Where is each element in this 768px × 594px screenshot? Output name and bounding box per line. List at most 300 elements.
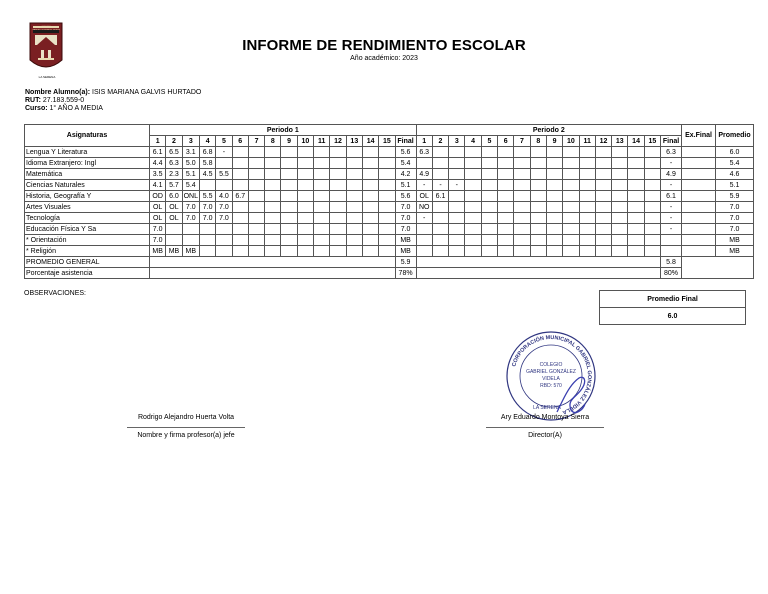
grade-column-header: 8 xyxy=(530,136,546,147)
student-course-line xyxy=(25,105,103,113)
final-average-box xyxy=(599,290,746,325)
exfinal-cell xyxy=(682,180,716,191)
table-row xyxy=(25,213,754,224)
grade-cell xyxy=(595,158,611,169)
grade-cell: 3.5 xyxy=(150,169,166,180)
grade-cell: 2.3 xyxy=(166,169,182,180)
school-stamp xyxy=(505,330,597,422)
grade-cell xyxy=(416,235,432,246)
grade-cell: 5.4 xyxy=(182,180,199,191)
grade-cell xyxy=(546,224,562,235)
table-row xyxy=(25,246,754,257)
grade-cell: 5.8 xyxy=(200,158,216,169)
grade-cell xyxy=(248,213,264,224)
grade-column-header: 6 xyxy=(232,136,248,147)
grade-cell: OL xyxy=(150,202,166,213)
grade-cell xyxy=(330,246,346,257)
grade-cell xyxy=(563,246,579,257)
grade-cell: OL xyxy=(150,213,166,224)
period1-final: 5.6 xyxy=(395,191,416,202)
grade-cell xyxy=(449,169,465,180)
grade-cell xyxy=(498,246,514,257)
grade-cell xyxy=(612,224,628,235)
grade-cell xyxy=(232,147,248,158)
grade-cell xyxy=(232,158,248,169)
grade-cell: 5.0 xyxy=(182,158,199,169)
grade-cell xyxy=(514,169,530,180)
grade-cell xyxy=(379,224,395,235)
period1-header: Periodo 1 xyxy=(150,125,417,136)
grade-cell: 6.7 xyxy=(232,191,248,202)
grade-column-header: 14 xyxy=(628,136,644,147)
exfinal-cell xyxy=(682,158,716,169)
grade-cell xyxy=(432,147,448,158)
grade-cell xyxy=(248,180,264,191)
average-cell: 5.4 xyxy=(716,158,754,169)
grade-cell xyxy=(432,158,448,169)
grade-cell xyxy=(563,202,579,213)
grade-cell xyxy=(297,158,313,169)
period1-final: 5.6 xyxy=(395,147,416,158)
grade-cell xyxy=(546,246,562,257)
grade-cell xyxy=(362,169,378,180)
grade-cell: 6.1 xyxy=(150,147,166,158)
grade-cell xyxy=(612,213,628,224)
grade-cell: OL xyxy=(166,213,182,224)
grade-cell xyxy=(330,235,346,246)
grade-cell: 6.1 xyxy=(432,191,448,202)
student-course-label: Curso: xyxy=(25,105,48,112)
grade-cell xyxy=(498,191,514,202)
student-rut: 27.183.559-0 xyxy=(42,97,85,104)
grade-cell xyxy=(481,202,497,213)
teacher-signature-line xyxy=(127,427,245,428)
grade-cell xyxy=(362,180,378,191)
grade-cell xyxy=(498,147,514,158)
grade-cell xyxy=(628,213,644,224)
grade-cell xyxy=(595,147,611,158)
grade-cell xyxy=(644,169,660,180)
grade-cell: 4.4 xyxy=(150,158,166,169)
average-cell: 7.0 xyxy=(716,213,754,224)
table-row xyxy=(25,224,754,235)
grade-cell xyxy=(232,235,248,246)
grade-cell xyxy=(612,246,628,257)
average-cell: 4.6 xyxy=(716,169,754,180)
grade-column-header: 3 xyxy=(449,136,465,147)
grade-cell xyxy=(248,158,264,169)
average-header: Promedio xyxy=(716,125,754,147)
grade-cell xyxy=(465,224,481,235)
grade-cell xyxy=(612,191,628,202)
grade-cell xyxy=(628,246,644,257)
grade-cell xyxy=(530,191,546,202)
grade-cell xyxy=(563,191,579,202)
grade-cell xyxy=(644,180,660,191)
period2-final: - xyxy=(661,158,682,169)
grade-cell xyxy=(612,180,628,191)
period1-final: 4.2 xyxy=(395,169,416,180)
grade-cell xyxy=(281,180,297,191)
period1-final: MB xyxy=(395,235,416,246)
subject-name: Matemática xyxy=(25,169,150,180)
grade-cell xyxy=(379,235,395,246)
student-name-line xyxy=(25,89,201,97)
grade-cell: MB xyxy=(182,246,199,257)
grade-cell: 4.0 xyxy=(216,191,232,202)
grade-cell xyxy=(530,180,546,191)
grade-cell: 7.0 xyxy=(150,235,166,246)
grade-cell xyxy=(265,224,281,235)
grade-cell xyxy=(432,235,448,246)
grade-column-header: 1 xyxy=(416,136,432,147)
grade-column-header: 13 xyxy=(612,136,628,147)
subject-name: * Religión xyxy=(25,246,150,257)
grade-cell xyxy=(379,180,395,191)
blank-span xyxy=(150,268,396,279)
grade-cell xyxy=(563,169,579,180)
period2-final: - xyxy=(661,202,682,213)
grade-cell xyxy=(248,246,264,257)
grade-cell: - xyxy=(449,180,465,191)
crest-caption: LA SERENA xyxy=(38,75,56,79)
grade-cell xyxy=(346,169,362,180)
table-row xyxy=(25,191,754,202)
grade-cell xyxy=(314,235,330,246)
grade-cell xyxy=(612,147,628,158)
grade-cell xyxy=(248,202,264,213)
grade-cell xyxy=(546,180,562,191)
final-column-header: Final xyxy=(661,136,682,147)
grade-cell xyxy=(612,169,628,180)
grade-cell xyxy=(232,213,248,224)
grade-column-header: 8 xyxy=(265,136,281,147)
grade-cell xyxy=(432,246,448,257)
grade-column-header: 2 xyxy=(432,136,448,147)
grade-column-header: 5 xyxy=(481,136,497,147)
grade-cell xyxy=(346,158,362,169)
grade-cell xyxy=(248,191,264,202)
grade-cell: MB xyxy=(150,246,166,257)
grade-cell xyxy=(314,169,330,180)
grade-cell xyxy=(579,246,595,257)
grade-cell xyxy=(200,180,216,191)
grade-cell xyxy=(595,180,611,191)
grade-cell xyxy=(530,169,546,180)
grade-cell xyxy=(232,202,248,213)
grade-cell xyxy=(265,191,281,202)
grade-cell: 7.0 xyxy=(216,213,232,224)
grade-cell xyxy=(612,235,628,246)
grade-column-header: 7 xyxy=(514,136,530,147)
grade-cell xyxy=(628,191,644,202)
grade-cell xyxy=(449,202,465,213)
exfinal-cell xyxy=(682,191,716,202)
grade-cell xyxy=(416,224,432,235)
grade-cell xyxy=(465,158,481,169)
grade-cell xyxy=(481,235,497,246)
grade-column-header: 12 xyxy=(330,136,346,147)
grade-cell xyxy=(297,213,313,224)
exfinal-cell xyxy=(682,169,716,180)
grade-cell xyxy=(644,224,660,235)
grade-cell xyxy=(498,235,514,246)
grade-cell xyxy=(628,180,644,191)
grade-cell xyxy=(330,169,346,180)
grade-cell xyxy=(498,180,514,191)
grade-cell: 7.0 xyxy=(216,202,232,213)
grade-cell xyxy=(416,158,432,169)
final-column-header: Final xyxy=(395,136,416,147)
grade-cell xyxy=(314,246,330,257)
grade-cell xyxy=(530,202,546,213)
student-rut-label: RUT: xyxy=(25,97,41,104)
grade-column-header: 9 xyxy=(546,136,562,147)
grade-cell xyxy=(465,246,481,257)
exfinal-cell xyxy=(682,202,716,213)
grade-cell xyxy=(281,158,297,169)
grade-cell xyxy=(514,213,530,224)
grade-cell: OL xyxy=(416,191,432,202)
grade-cell xyxy=(379,202,395,213)
grade-cell xyxy=(595,224,611,235)
grade-cell xyxy=(465,147,481,158)
grade-cell xyxy=(379,169,395,180)
grade-cell xyxy=(546,235,562,246)
grade-cell xyxy=(595,191,611,202)
grade-cell xyxy=(416,246,432,257)
grade-cell: 5.5 xyxy=(216,169,232,180)
director-role: Director(A) xyxy=(528,432,562,439)
grade-cell xyxy=(265,202,281,213)
grade-cell xyxy=(346,180,362,191)
average-cell: 7.0 xyxy=(716,224,754,235)
grade-cell xyxy=(232,224,248,235)
grade-cell: 5.5 xyxy=(200,191,216,202)
grade-cell: 7.0 xyxy=(200,213,216,224)
attendance-label: Porcentaje asistencia xyxy=(25,268,150,279)
grade-cell xyxy=(628,235,644,246)
grade-cell xyxy=(330,213,346,224)
subject-name: * Orientación xyxy=(25,235,150,246)
grade-cell xyxy=(563,224,579,235)
general-average-row xyxy=(25,257,754,268)
period2-final: 6.3 xyxy=(661,147,682,158)
table-row xyxy=(25,180,754,191)
grade-cell xyxy=(297,224,313,235)
subject-name: Educación Física Y Sa xyxy=(25,224,150,235)
grade-cell xyxy=(546,202,562,213)
period2-final: - xyxy=(661,224,682,235)
subject-name: Artes Visuales xyxy=(25,202,150,213)
grade-cell xyxy=(297,246,313,257)
grade-cell: 6.8 xyxy=(200,147,216,158)
grade-cell xyxy=(330,158,346,169)
grade-cell xyxy=(628,169,644,180)
grade-cell xyxy=(281,202,297,213)
grade-cell xyxy=(498,169,514,180)
grade-column-header: 15 xyxy=(644,136,660,147)
grade-cell xyxy=(216,224,232,235)
grade-cell xyxy=(481,213,497,224)
grade-cell xyxy=(297,169,313,180)
period1-final: 7.0 xyxy=(395,213,416,224)
grade-cell xyxy=(346,224,362,235)
grade-cell xyxy=(546,169,562,180)
grade-cell: 6.3 xyxy=(166,158,182,169)
grade-cell xyxy=(465,191,481,202)
grade-cell xyxy=(514,191,530,202)
general-average-label: PROMEDIO GENERAL xyxy=(25,257,150,268)
grade-column-header: 4 xyxy=(200,136,216,147)
period1-final: 7.0 xyxy=(395,202,416,213)
grade-cell xyxy=(314,224,330,235)
grade-cell: OD xyxy=(150,191,166,202)
grade-cell: 4.1 xyxy=(150,180,166,191)
grade-cell xyxy=(346,202,362,213)
grade-cell xyxy=(330,191,346,202)
grade-cell xyxy=(297,202,313,213)
grade-cell xyxy=(612,202,628,213)
grade-cell xyxy=(628,158,644,169)
exfinal-cell xyxy=(682,213,716,224)
grade-column-header: 7 xyxy=(248,136,264,147)
grade-cell xyxy=(644,191,660,202)
grade-column-header: 4 xyxy=(465,136,481,147)
grade-cell xyxy=(216,180,232,191)
grade-cell xyxy=(628,147,644,158)
teacher-role: Nombre y firma profesor(a) jefe xyxy=(137,432,235,439)
average-cell: MB xyxy=(716,246,754,257)
grade-cell xyxy=(379,213,395,224)
grade-cell xyxy=(362,224,378,235)
grade-cell xyxy=(546,191,562,202)
grade-cell: 3.1 xyxy=(182,147,199,158)
grade-cell xyxy=(248,235,264,246)
grade-cell xyxy=(546,213,562,224)
grade-cell xyxy=(330,147,346,158)
grade-cell xyxy=(330,180,346,191)
period2-final: 6.1 xyxy=(661,191,682,202)
grade-cell xyxy=(628,224,644,235)
grade-cell xyxy=(449,147,465,158)
grade-cell xyxy=(216,235,232,246)
grade-cell xyxy=(644,246,660,257)
attendance-p1: 78% xyxy=(395,268,416,279)
grade-cell xyxy=(265,246,281,257)
grade-cell: 7.0 xyxy=(200,202,216,213)
period2-final: 4.9 xyxy=(661,169,682,180)
subject-name: Ciencias Naturales xyxy=(25,180,150,191)
exfinal-cell xyxy=(682,147,716,158)
grade-cell xyxy=(481,180,497,191)
blank-span xyxy=(150,257,396,268)
grade-cell xyxy=(595,235,611,246)
grade-cell xyxy=(481,191,497,202)
table-row xyxy=(25,202,754,213)
grade-cell xyxy=(232,246,248,257)
grade-cell xyxy=(530,224,546,235)
grade-cell xyxy=(182,235,199,246)
subject-name: Historia, Geografía Y xyxy=(25,191,150,202)
grade-column-header: 5 xyxy=(216,136,232,147)
grade-cell xyxy=(346,147,362,158)
stamp-inner-4: RBD: 570 xyxy=(540,383,562,389)
grade-column-header: 9 xyxy=(281,136,297,147)
grade-cell xyxy=(563,158,579,169)
general-average-p1: 5.9 xyxy=(395,257,416,268)
period1-final: 7.0 xyxy=(395,224,416,235)
grade-cell xyxy=(498,158,514,169)
grade-column-header: 10 xyxy=(297,136,313,147)
grade-cell xyxy=(314,180,330,191)
grade-cell xyxy=(265,213,281,224)
grade-cell xyxy=(265,235,281,246)
grade-cell xyxy=(481,224,497,235)
period2-final: - xyxy=(661,213,682,224)
grade-cell xyxy=(498,224,514,235)
grade-cell xyxy=(579,213,595,224)
grade-cell xyxy=(628,202,644,213)
grade-cell xyxy=(563,180,579,191)
grades-table xyxy=(24,124,754,279)
grade-cell xyxy=(563,213,579,224)
grade-cell: 6.5 xyxy=(166,147,182,158)
observations-label: OBSERVACIONES: xyxy=(24,290,86,297)
teacher-name: Rodrigo Alejandro Huerta Volta xyxy=(137,414,235,421)
blank-span xyxy=(682,257,754,279)
grade-cell xyxy=(265,180,281,191)
grade-cell xyxy=(314,202,330,213)
grade-cell xyxy=(514,235,530,246)
grade-cell: - xyxy=(416,180,432,191)
grade-column-header: 6 xyxy=(498,136,514,147)
average-cell: 6.0 xyxy=(716,147,754,158)
grade-cell: - xyxy=(216,147,232,158)
grade-cell xyxy=(297,180,313,191)
grade-cell xyxy=(379,158,395,169)
exfinal-header: Ex.Final xyxy=(682,125,716,147)
report-title: INFORME DE RENDIMIENTO ESCOLAR xyxy=(242,37,526,54)
grade-cell: 6.3 xyxy=(416,147,432,158)
grade-column-header: 11 xyxy=(314,136,330,147)
grade-cell xyxy=(612,158,628,169)
grade-cell xyxy=(281,169,297,180)
grade-cell xyxy=(563,235,579,246)
grade-cell: MB xyxy=(166,246,182,257)
subjects-header: Asignaturas xyxy=(25,125,150,147)
grade-cell xyxy=(530,235,546,246)
grade-cell xyxy=(248,169,264,180)
final-average-label: Promedio Final xyxy=(600,291,746,308)
exfinal-cell xyxy=(682,246,716,257)
grade-cell xyxy=(595,169,611,180)
grade-cell: ONL xyxy=(183,192,198,200)
grade-cell: 4.9 xyxy=(416,169,432,180)
table-row xyxy=(25,158,754,169)
general-average-p2: 5.8 xyxy=(661,257,682,268)
grade-cell xyxy=(530,147,546,158)
grade-cell xyxy=(182,224,199,235)
grade-cell xyxy=(166,235,182,246)
grade-cell: 7.0 xyxy=(182,202,199,213)
grade-cell xyxy=(314,213,330,224)
grade-cell xyxy=(579,202,595,213)
table-row xyxy=(25,235,754,246)
grade-cell xyxy=(379,191,395,202)
grade-column-header: 15 xyxy=(379,136,395,147)
grade-cell xyxy=(362,147,378,158)
